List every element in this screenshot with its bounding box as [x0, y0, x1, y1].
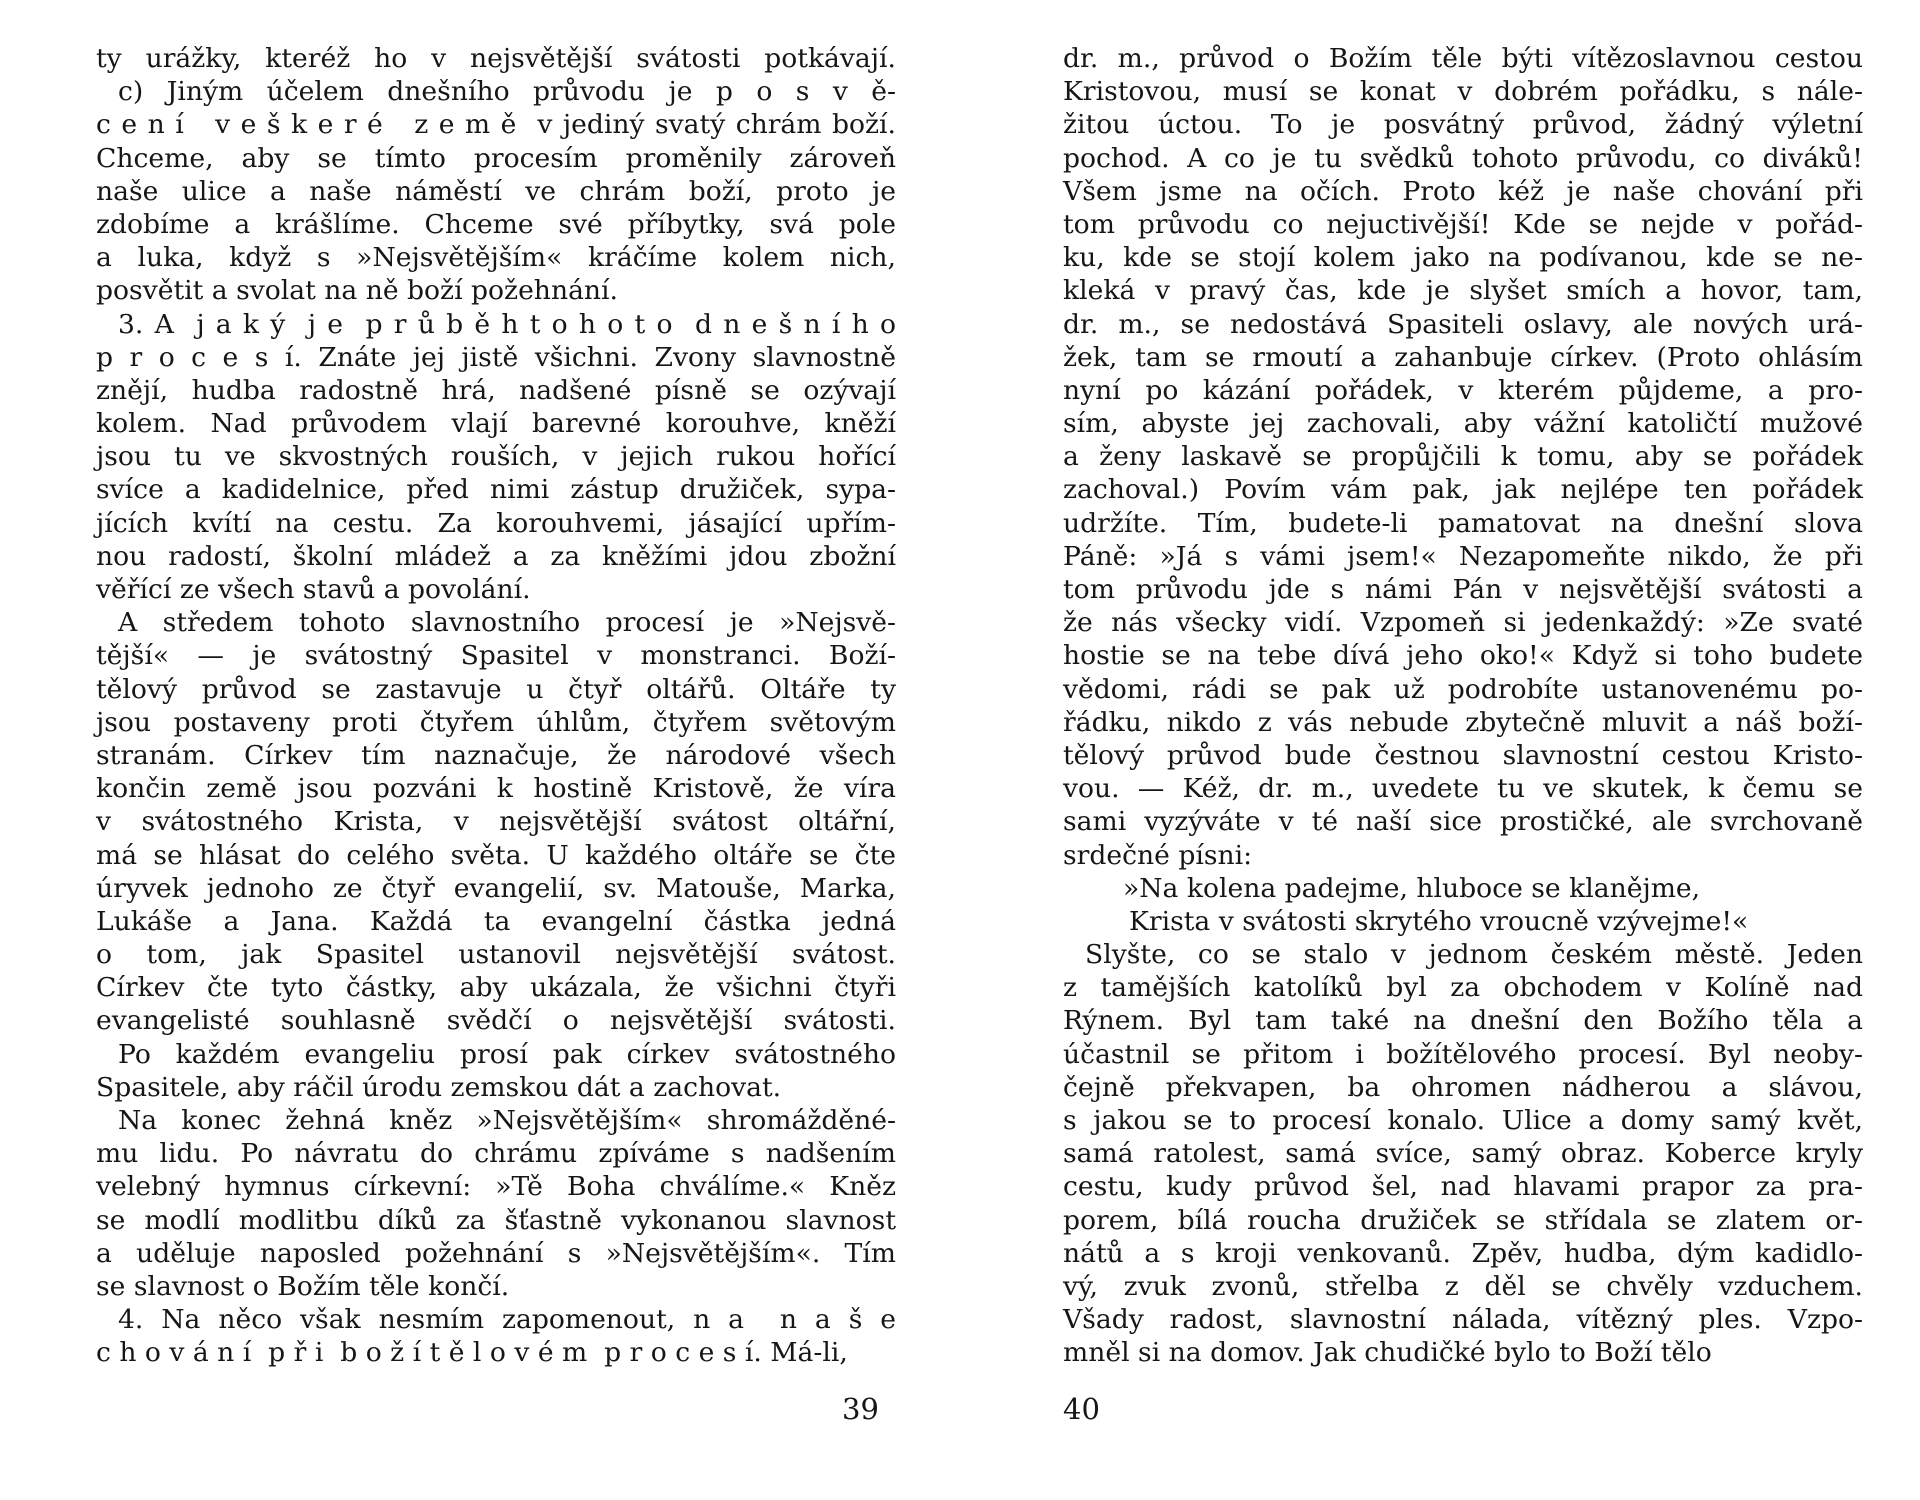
text-line: stranám. Církev tím naznačuje, že národové všech	[96, 739, 896, 771]
text-line: v svátostného Krista, v nejsvětější svátost oltářní,	[96, 806, 896, 838]
text-line: žek, tam se rmoutí a zahanbuje církev. (Proto ohlásím	[1063, 341, 1863, 373]
text-line: končin země jsou pozváni k hostině Kristově, že víra	[96, 773, 896, 805]
text-line: hostie se na tebe dívá jeho oko!« Když si toho budete	[1063, 640, 1863, 672]
text-line: velebný hymnus církevní: »Tě Boha chválíme.« Kněz	[96, 1171, 896, 1203]
text-line: Chceme, aby se tímto procesím proměnily zároveň	[96, 142, 896, 174]
text-line: sím, abyste jej zachovali, aby vážní katoličtí mužové	[1063, 408, 1863, 440]
text-line: čejně překvapen, ba ohromen nádherou a slávou,	[1063, 1071, 1863, 1103]
text-line: dr. m., průvod o Božím těle býti vítězoslavnou cestou	[1063, 43, 1863, 74]
text-line: a luka, když s »Nejsvětějším« kráčíme kolem nich,	[96, 242, 896, 274]
text-line: Na konec žehná kněz »Nejsvětějším« shromážděné-	[118, 1105, 896, 1136]
page-number-left: 39	[842, 1392, 879, 1426]
text-line: Spasitele, aby ráčil úrodu zemskou dát a zachovat.	[96, 1071, 782, 1103]
text-line: c e n í v e š k e r é z e m ě v jediný svatý chrám boží.	[96, 109, 896, 141]
text-line: Všady radost, slavnostní nálada, vítězný ples. Vzpo-	[1063, 1304, 1863, 1336]
text-line: zachoval.) Povím vám pak, jak nejlépe ten pořádek	[1063, 474, 1863, 506]
page-gutter	[958, 0, 962, 1500]
text-line: Všem jsme na očích. Proto kéž je naše chování při	[1063, 175, 1863, 207]
text-line: jsou tu ve skvostných rouších, v jejich rukou hořící	[96, 441, 896, 473]
text-line: Slyšte, co se stalo v jednom českém městě. Jeden	[1085, 939, 1863, 971]
text-line: naše ulice a naše náměstí ve chrám boží, proto je	[96, 175, 896, 207]
left-page	[96, 42, 896, 1370]
text-line: tom průvodu jde s námi Pán v nejsvětější svátosti a	[1063, 574, 1863, 605]
text-line: porem, bílá roucha družiček se střídala se zlatem or-	[1063, 1204, 1863, 1236]
text-line: Církev čte tyto částky, aby ukázala, že všichni čtyři	[96, 972, 896, 1004]
text-line: udržíte. Tím, budete-li pamatovat na dnešní slova	[1063, 507, 1863, 539]
text-line: věřící ze všech stavů a povolání.	[96, 574, 531, 605]
text-line: jsou postaveny proti čtyřem úhlům, čtyřem světovým	[96, 706, 896, 738]
text-line: ty urážky, kteréž ho v nejsvětější svátosti potkávají.	[96, 43, 896, 74]
page-number-right: 40	[1063, 1392, 1100, 1426]
text-line: dr. m., se nedostává Spasiteli oslavy, ale nových urá-	[1063, 308, 1863, 340]
text-line: »Na kolena padejme, hluboce se klanějme,	[1123, 872, 1701, 904]
text-line: tělový průvod bude čestnou slavnostní cestou Kristo-	[1063, 739, 1863, 771]
text-line: posvětit a svolat na ně boží požehnání.	[96, 275, 619, 307]
right-page	[1063, 42, 1863, 1370]
text-line: vý, zvuk zvonů, střelba z děl se chvěly vzduchem.	[1063, 1270, 1863, 1302]
text-line: p r o c e s í. Znáte jej jistě všichni. Zvony slavnostně	[96, 341, 896, 373]
text-line: Krista v svátosti skrytého vroucně vzývejme!«	[1129, 905, 1749, 937]
text-line: Kristovou, musí se konat v dobrém pořádku, s nále-	[1063, 76, 1863, 108]
text-line: svíce a kadidelnice, před nimi zástup družiček, sypa-	[96, 474, 896, 506]
text-line: Lukáše a Jana. Každá ta evangelní částka jedná	[96, 905, 896, 937]
text-line: úryvek jednoho ze čtyř evangelií, sv. Matouše, Marka,	[96, 872, 896, 904]
text-line: Rýnem. Byl tam také na dnešní den Božího těla a	[1063, 1005, 1863, 1037]
text-line: vou. — Kéž, dr. m., uvedete tu ve skutek, k čemu se	[1063, 773, 1863, 805]
text-line: mu lidu. Po návratu do chrámu zpíváme s nadšením	[96, 1138, 896, 1170]
text-line: mněl si na domov. Jak chudičké bylo to Boží tělo	[1063, 1337, 1712, 1369]
text-line: c) Jiným účelem dnešního průvodu je p o s v ě-	[118, 76, 896, 108]
text-line: Páně: »Já s vámi jsem!« Nezapomeňte nikdo, že při	[1063, 540, 1863, 572]
text-line: že nás všecky vidí. Vzpomeň si jedenkaždý: »Ze svaté	[1063, 607, 1863, 639]
text-line: cestu, kudy průvod šel, nad hlavami prapor za pra-	[1063, 1171, 1863, 1203]
text-line: znějí, hudba radostně hrá, nadšené písně se ozývají	[96, 374, 896, 406]
text-line: ku, kde se stojí kolem jako na podívanou, kde se ne-	[1063, 242, 1863, 274]
text-line: tělový průvod se zastavuje u čtyř oltářů. Oltáře ty	[96, 673, 896, 705]
text-line: má se hlásat do celého světa. U každého oltáře se čte	[96, 839, 896, 871]
text-line: evangelisté souhlasně svědčí o nejsvětější svátosti.	[96, 1005, 896, 1037]
text-line: žitou úctou. To je posvátný průvod, žádný výletní	[1063, 109, 1863, 141]
text-line: 3. A j a k ý j e p r ů b ě h t o h o t o d n e š n í h o	[118, 308, 896, 340]
text-line: se slavnost o Božím těle končí.	[96, 1270, 510, 1302]
text-line: nyní po kázání pořádek, v kterém půjdeme, a pro-	[1063, 374, 1863, 406]
text-line: nátů a s kroji venkovanů. Zpěv, hudba, dým kadidlo-	[1063, 1237, 1863, 1269]
text-line: pochod. A co je tu svědků tohoto průvodu, co diváků!	[1063, 142, 1863, 174]
text-line: Po každém evangeliu prosí pak církev svátostného	[118, 1038, 896, 1070]
text-line: sami vyzýváte v té naší sice prostičké, ale svrchovaně	[1063, 806, 1863, 838]
text-line: řádku, nikdo z vás nebude zbytečně mluvit a náš boží-	[1063, 706, 1863, 738]
text-line: a uděluje naposled požehnání s »Nejsvětějším«. Tím	[96, 1237, 896, 1269]
text-line: účastnil se přitom i božítělového procesí. Byl neoby-	[1063, 1038, 1863, 1070]
text-line: s jakou se to procesí konalo. Ulice a domy samý květ,	[1063, 1105, 1863, 1136]
text-line: se modlí modlitbu díků za šťastně vykonanou slavnost	[96, 1204, 896, 1236]
text-line: srdečné písni:	[1063, 839, 1253, 871]
text-line: A středem tohoto slavnostního procesí je »Nejsvě-	[118, 607, 896, 639]
text-line: tější« — je svátostný Spasitel v monstranci. Boží-	[96, 640, 896, 672]
text-line: zdobíme a krášlíme. Chceme své příbytky, svá pole	[96, 208, 896, 240]
text-line: z tamějších katolíků byl za obchodem v Kolíně nad	[1063, 972, 1863, 1004]
text-line: kleká v pravý čas, kde je slyšet smích a hovor, tam,	[1063, 275, 1863, 307]
text-line: 4. Na něco však nesmím zapomenout, n a n a š e	[118, 1304, 896, 1336]
text-line: a ženy laskavě se propůjčili k tomu, aby se pořádek	[1063, 441, 1863, 473]
text-line: c h o v á n í p ř i b o ž í t ě l o v é m p r o c e s í. Má-li,	[96, 1337, 848, 1369]
text-line: o tom, jak Spasitel ustanovil nejsvětější svátost.	[96, 939, 896, 971]
text-line: kolem. Nad průvodem vlají barevné korouhve, kněží	[96, 408, 896, 440]
text-line: samá ratolest, samá svíce, samý obraz. Koberce kryly	[1063, 1138, 1863, 1170]
text-line: tom průvodu co nejuctivější! Kde se nejde v pořád-	[1063, 208, 1863, 240]
text-line: vědomi, rádi se pak už podrobíte ustanovenému po-	[1063, 673, 1863, 705]
text-line: jících kvítí na cestu. Za korouhvemi, jásající upřím-	[96, 507, 896, 539]
text-line: nou radostí, školní mládež a za kněžími jdou zbožní	[96, 540, 896, 572]
